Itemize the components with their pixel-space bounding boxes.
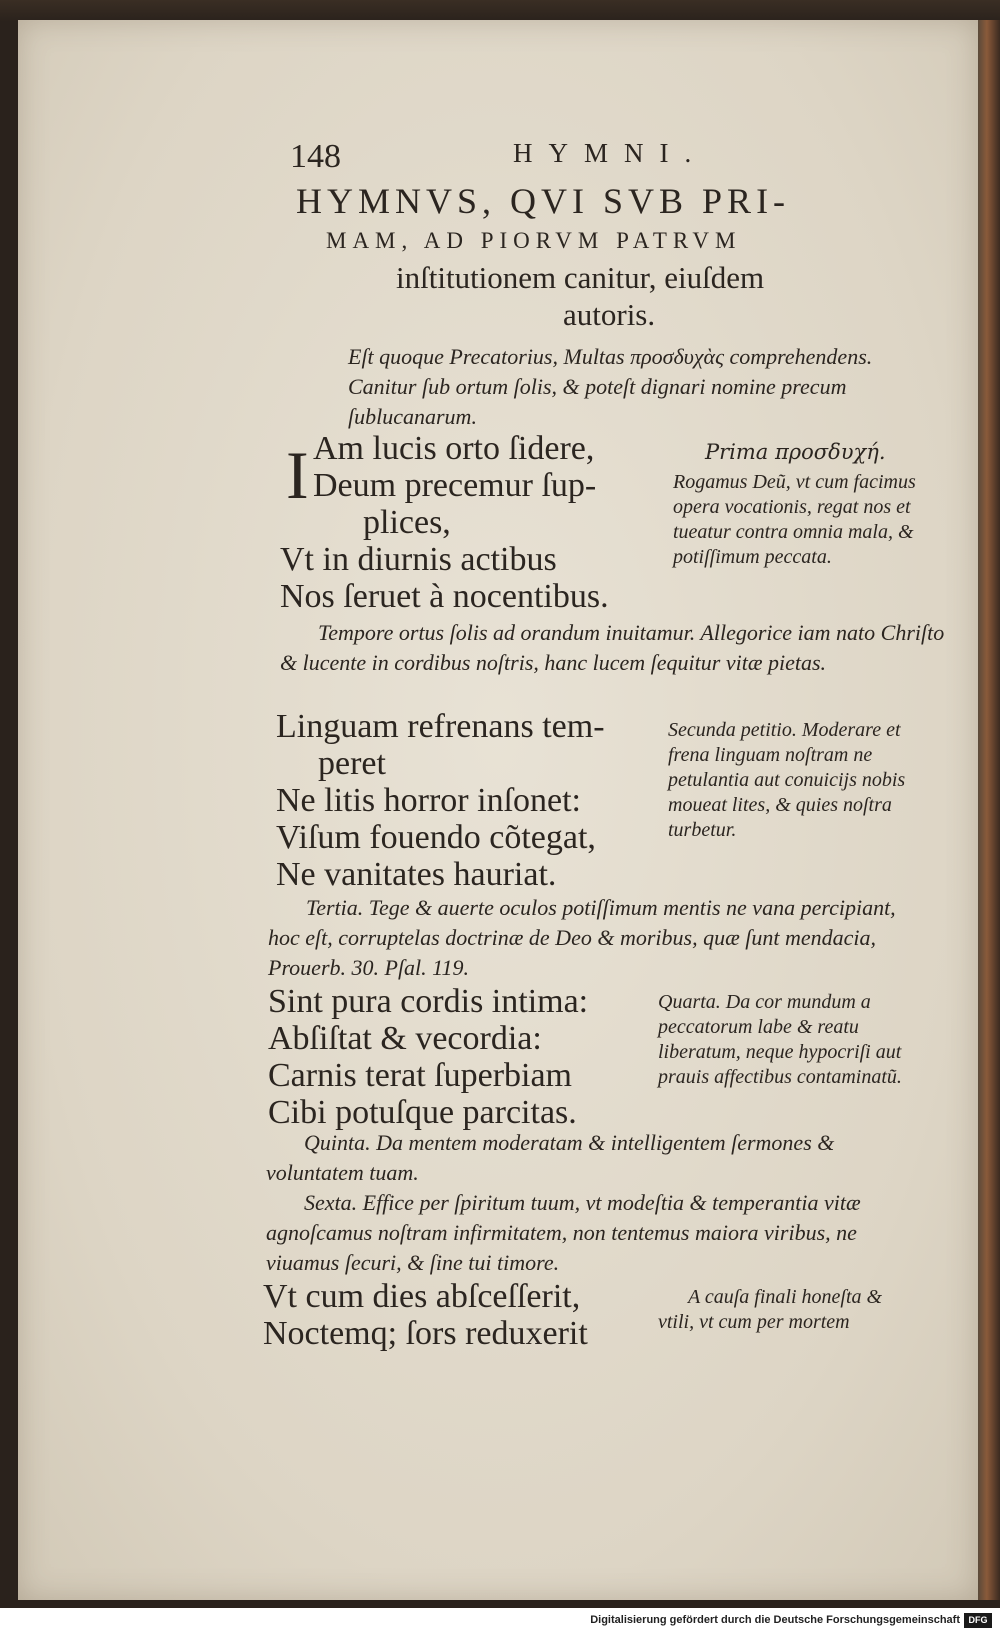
- margin-note-heading: Prima προσδυχή.: [705, 440, 886, 464]
- drop-cap: I: [286, 437, 309, 513]
- verse-line: Am lucis orto ſidere,: [313, 430, 595, 467]
- hymn-title-line-1: HYMNVS, QVI SVB PRI-: [296, 181, 791, 221]
- verse-line: Linguam refrenans tem-: [276, 708, 605, 745]
- verse-line: Deum precemur ſup-: [313, 467, 597, 504]
- margin-note: Quarta. Da cor mundum a peccatorum labe & reatu liberatum, neque hypocriſi aut prauis affectibus contaminatũ.: [658, 991, 902, 1088]
- verse-line: Ne vanitates hauriat.: [276, 856, 557, 893]
- verse-line: peret: [318, 745, 386, 782]
- hymn-title-line-2: MAM, AD PIORVM PATRVM: [326, 228, 742, 253]
- verse-line: Vt in diurnis actibus: [280, 541, 557, 578]
- margin-note: Rogamus Deũ, vt cum facimus opera vocationis, regat nos et tueatur contra omnia mala, & potiſſimum peccata.: [673, 471, 916, 568]
- commentary-paragraph: Sexta. Effice per ſpiritum tuum, vt modeſtia & temperantia vitæ agnoſcamus noſtram infirmitatem, non tentemus maiora viribus, ne viuamus ſecuri, & ſine tui timore.: [266, 1190, 861, 1275]
- funding-credit: Digitalisierung gefördert durch die Deutsche Forschungsgemeinschaft: [590, 1614, 960, 1626]
- hymn-title-line-3: inſtitutionem canitur, eiuſdem: [396, 260, 765, 295]
- verse-line: Carnis terat ſuperbiam: [268, 1057, 573, 1094]
- verse-line: Ne litis horror inſonet:: [276, 782, 582, 819]
- scan-border-top: [0, 0, 1000, 22]
- margin-note: A cauſa finali honeſta & vtili, vt cum per mortem: [658, 1286, 883, 1333]
- commentary-paragraph: Tertia. Tege & auerte oculos potiſſimum mentis ne vana percipiant, hoc eſt, corruptelas doctrinæ de Deo & moribus, quæ ſunt mendacia, Prouerb. 30. Pſal. 119.: [268, 895, 896, 980]
- book-page: [18, 20, 978, 1600]
- dfg-logo: DFG: [964, 1613, 992, 1628]
- verse-line: plices,: [363, 504, 451, 541]
- verse-line: Noctemq; ſors reduxerit: [263, 1315, 588, 1352]
- verse-line: Vt cum dies abſceſſerit,: [263, 1278, 581, 1315]
- book-spine-edge: [978, 20, 1000, 1600]
- margin-note: Secunda petitio. Moderare et frena linguam noſtram ne petulantia aut conuicijs nobis moueat lites, & quies noſtra turbetur.: [668, 719, 906, 841]
- verse-line: Abſiſtat & vecordia:: [268, 1020, 542, 1057]
- commentary-paragraph: Quinta. Da mentem moderatam & intelligentem ſermones & voluntatem tuam.: [266, 1130, 835, 1185]
- page-number: 148: [290, 138, 341, 175]
- footer-bar: [0, 1608, 1000, 1635]
- intro-commentary: Eſt quoque Precatorius, Multas προσδυχὰς comprehendens. Canitur ſub ortum ſolis, & poteſt dignari nomine precum ſublucanarum.: [348, 344, 873, 429]
- verse-line: Cibi potuſque parcitas.: [268, 1094, 577, 1131]
- hymn-title-line-4: autoris.: [563, 297, 656, 332]
- verse-line: Nos ſeruet à nocentibus.: [280, 578, 609, 615]
- verse-line: Sint pura cordis intima:: [268, 983, 589, 1020]
- commentary-paragraph: Tempore ortus ſolis ad orandum inuitamur. Allegorice iam nato Chriſto & lucente in cordibus noſtris, hanc lucem ſequitur vitæ pietas.: [280, 620, 945, 675]
- running-title: HYMNI.: [513, 138, 708, 168]
- verse-line: Viſum fouendo cõtegat,: [276, 819, 596, 856]
